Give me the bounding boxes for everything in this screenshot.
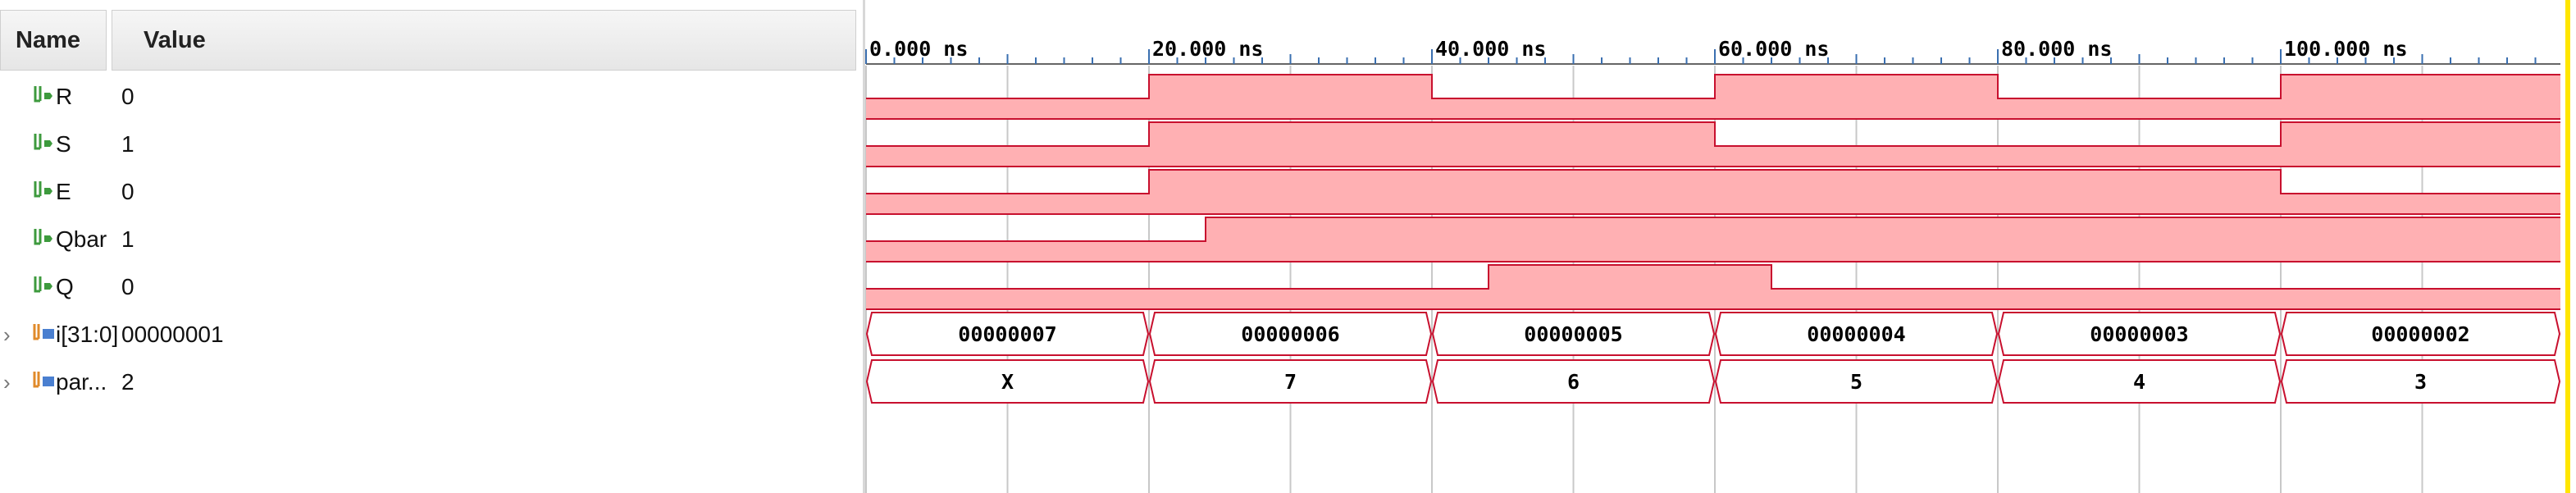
- low-level: [866, 194, 1149, 214]
- high-pulse: [1715, 75, 1998, 119]
- bus-value-label: 00000005: [1524, 322, 1623, 346]
- name-header-label: Name: [16, 26, 80, 53]
- bus-value-label: 00000003: [2090, 322, 2189, 346]
- signal-name: Qbar: [56, 226, 107, 252]
- bus-value-label: 3: [2414, 370, 2428, 394]
- bus-traces: [867, 313, 2560, 403]
- signal-name: E: [56, 179, 71, 204]
- high-pulse: [1800, 217, 2561, 262]
- high-pulse: [1149, 122, 1715, 167]
- tick-label: 0.000 ns: [869, 37, 969, 61]
- low-level: [866, 289, 1206, 309]
- signal-value: 0: [121, 84, 134, 109]
- bus-value-label: 4: [2132, 370, 2146, 394]
- high-pulse: [1149, 170, 2281, 214]
- time-ruler[interactable]: [866, 37, 2560, 64]
- bus-value-label: 00000004: [1807, 322, 1906, 346]
- signal-value: 2: [121, 369, 134, 395]
- low-level: [1771, 289, 2560, 309]
- low-level: [866, 146, 1149, 167]
- signal-value: 0: [121, 179, 134, 204]
- high-pulse: [2281, 122, 2560, 167]
- bus-value-label: 00000006: [1241, 322, 1340, 346]
- waveform-traces: [866, 75, 2560, 309]
- signal-name: par...: [56, 369, 107, 395]
- bus-value-label: X: [1001, 370, 1014, 394]
- low-level: [1206, 289, 1489, 309]
- bus-value-label: 00000002: [2371, 322, 2470, 346]
- bus-value-label: 5: [1849, 370, 1863, 394]
- bus-value-label: 7: [1283, 370, 1297, 394]
- time-cursor[interactable]: [2565, 0, 2570, 493]
- low-level: [1998, 98, 2281, 119]
- signal-value: 0: [121, 274, 134, 299]
- tick-label: 20.000 ns: [1152, 37, 1264, 61]
- bus-value-label: 6: [1566, 370, 1580, 394]
- chevron-right-icon[interactable]: ›: [3, 322, 11, 347]
- signal-value: 1: [121, 226, 134, 252]
- signal-name: i[31:0]: [56, 322, 119, 347]
- signal-name: S: [56, 131, 71, 157]
- high-pulse: [2281, 75, 2560, 119]
- low-level: [866, 241, 1206, 262]
- bus-value-label: 00000007: [958, 322, 1057, 346]
- tick-label: 40.000 ns: [1435, 37, 1547, 61]
- low-level: [1432, 98, 1715, 119]
- high-pulse: [1489, 265, 1771, 309]
- low-level: [1715, 146, 2281, 167]
- value-header-label: Value: [144, 26, 206, 53]
- chevron-right-icon[interactable]: ›: [3, 370, 11, 395]
- signal-name: Q: [56, 274, 74, 299]
- tick-label: 80.000 ns: [2001, 37, 2113, 61]
- signal-value: 1: [121, 131, 134, 157]
- signal-value: 00000001: [121, 322, 224, 347]
- high-pulse: [1149, 75, 1432, 119]
- low-level: [2281, 194, 2560, 214]
- low-level: [866, 98, 1149, 119]
- signal-name: R: [56, 84, 73, 109]
- tick-label: 100.000 ns: [2284, 37, 2408, 61]
- high-pulse: [1206, 217, 1800, 262]
- tick-label: 60.000 ns: [1718, 37, 1830, 61]
